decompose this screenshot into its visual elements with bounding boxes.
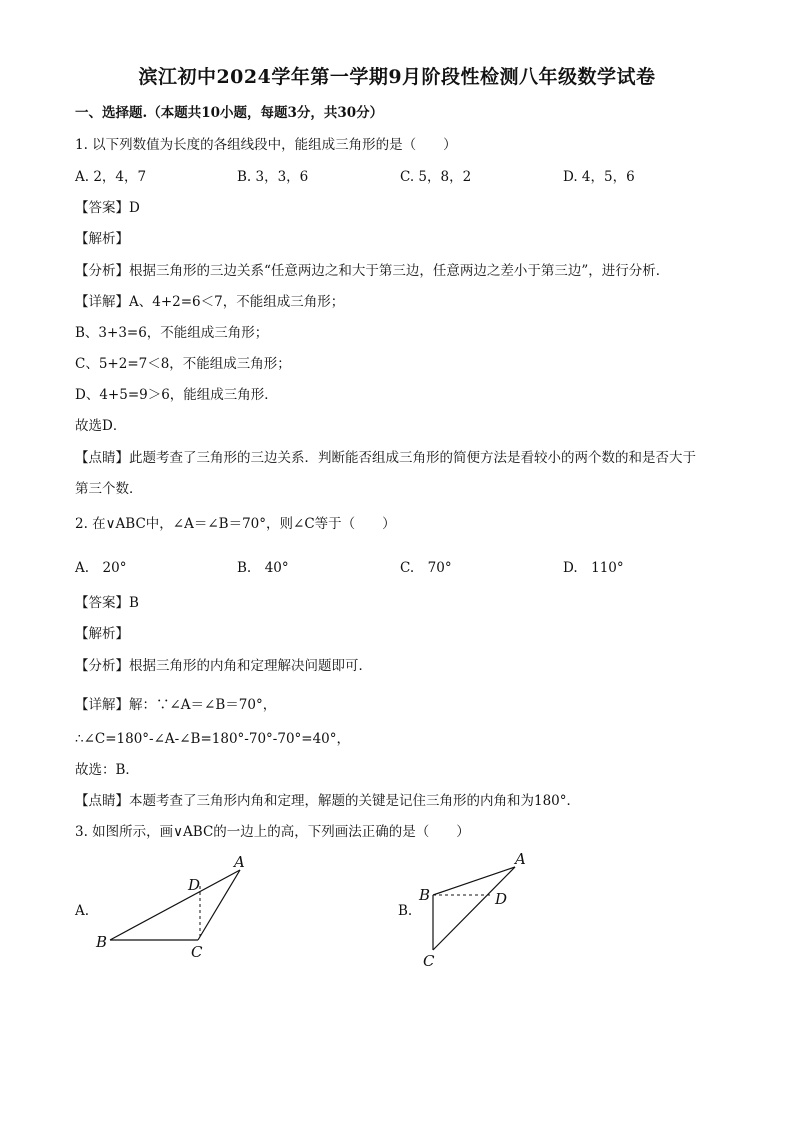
- fig-b-vertex-d: D: [495, 890, 508, 908]
- q1-option-b: B. 3，3，6: [237, 169, 309, 185]
- q3-figure-a: [90, 850, 260, 965]
- q1-dianjing-cont: 第三个数．: [75, 481, 143, 497]
- section-heading: 一、选择题.（本题共10小题，每题3分，共30分）: [75, 105, 384, 121]
- q2-detail-line: ∴∠C=180°-∠A-∠B=180°-70°-70°=40°，: [75, 731, 351, 747]
- page-title: 滨江初中2024学年第一学期9月阶段性检测八年级数学试卷: [138, 66, 656, 88]
- q1-option-c: C. 5，8，2: [400, 169, 472, 185]
- q2-option-b: B. 40°: [237, 560, 289, 576]
- q2-answer: 【答案】B: [75, 595, 139, 611]
- fig-a-vertex-d: D: [188, 876, 201, 894]
- fig-a-vertex-a: A: [234, 853, 245, 871]
- q2-fenxi: 【分析】根据三角形的内角和定理解决问题即可．: [75, 658, 372, 674]
- q2-jiexi: 【解析】: [75, 626, 129, 642]
- q1-detail-line: B、3+3=6，不能组成三角形；: [75, 325, 269, 341]
- q2-option-c: C. 70°: [400, 560, 452, 576]
- q1-jiexi: 【解析】: [75, 231, 129, 247]
- q2-option-a: A. 20°: [75, 560, 127, 576]
- q3-figure-b: [415, 845, 545, 970]
- q2-stem: 2. 在∨ABC中，∠A＝∠B＝70°，则∠C等于（ ）: [75, 516, 396, 532]
- fig-a-vertex-c: C: [191, 943, 203, 961]
- q1-fenxi: 【分析】根据三角形的三边关系“任意两边之和大于第三边，任意两边之差小于第三边”，进行分析．: [75, 263, 670, 279]
- q2-option-d: D. 110°: [563, 560, 624, 576]
- q1-option-a: A. 2，4，7: [75, 169, 147, 185]
- q3-stem: 3. 如图所示，画∨ABC的一边上的高，下列画法正确的是（ ）: [75, 824, 470, 840]
- q1-detail-line: C、5+2=7＜8，不能组成三角形；: [75, 356, 291, 372]
- q1-answer: 【答案】D: [75, 200, 140, 216]
- q3-option-a-label: A.: [75, 903, 90, 919]
- q1-stem: 1. 以下列数值为长度的各组线段中，能组成三角形的是（ ）: [75, 137, 457, 153]
- q1-choose: 故选D．: [75, 418, 127, 434]
- fig-a-vertex-b: B: [96, 933, 108, 951]
- q1-detail-line: D、4+5=9＞6，能组成三角形．: [75, 387, 278, 403]
- fig-b-vertex-a: A: [515, 850, 526, 868]
- fig-b-vertex-b: B: [419, 886, 431, 904]
- q1-detail-line: 【详解】A、4+2=6＜7，不能组成三角形；: [75, 294, 345, 310]
- q2-choose: 故选：B．: [75, 762, 139, 778]
- q1-option-d: D. 4，5，6: [563, 169, 635, 185]
- fig-b-vertex-c: C: [423, 952, 435, 970]
- q1-dianjing: 【点睛】此题考查了三角形的三边关系．判断能否组成三角形的简便方法是看较小的两个数的和是否大于: [75, 450, 696, 466]
- q3-option-b-label: B.: [398, 903, 413, 919]
- q2-detail-line: 【详解】解：∵∠A＝∠B＝70°，: [75, 697, 277, 713]
- q2-dianjing: 【点睛】本题考查了三角形内角和定理，解题的关键是记住三角形的内角和为180°．: [75, 793, 581, 809]
